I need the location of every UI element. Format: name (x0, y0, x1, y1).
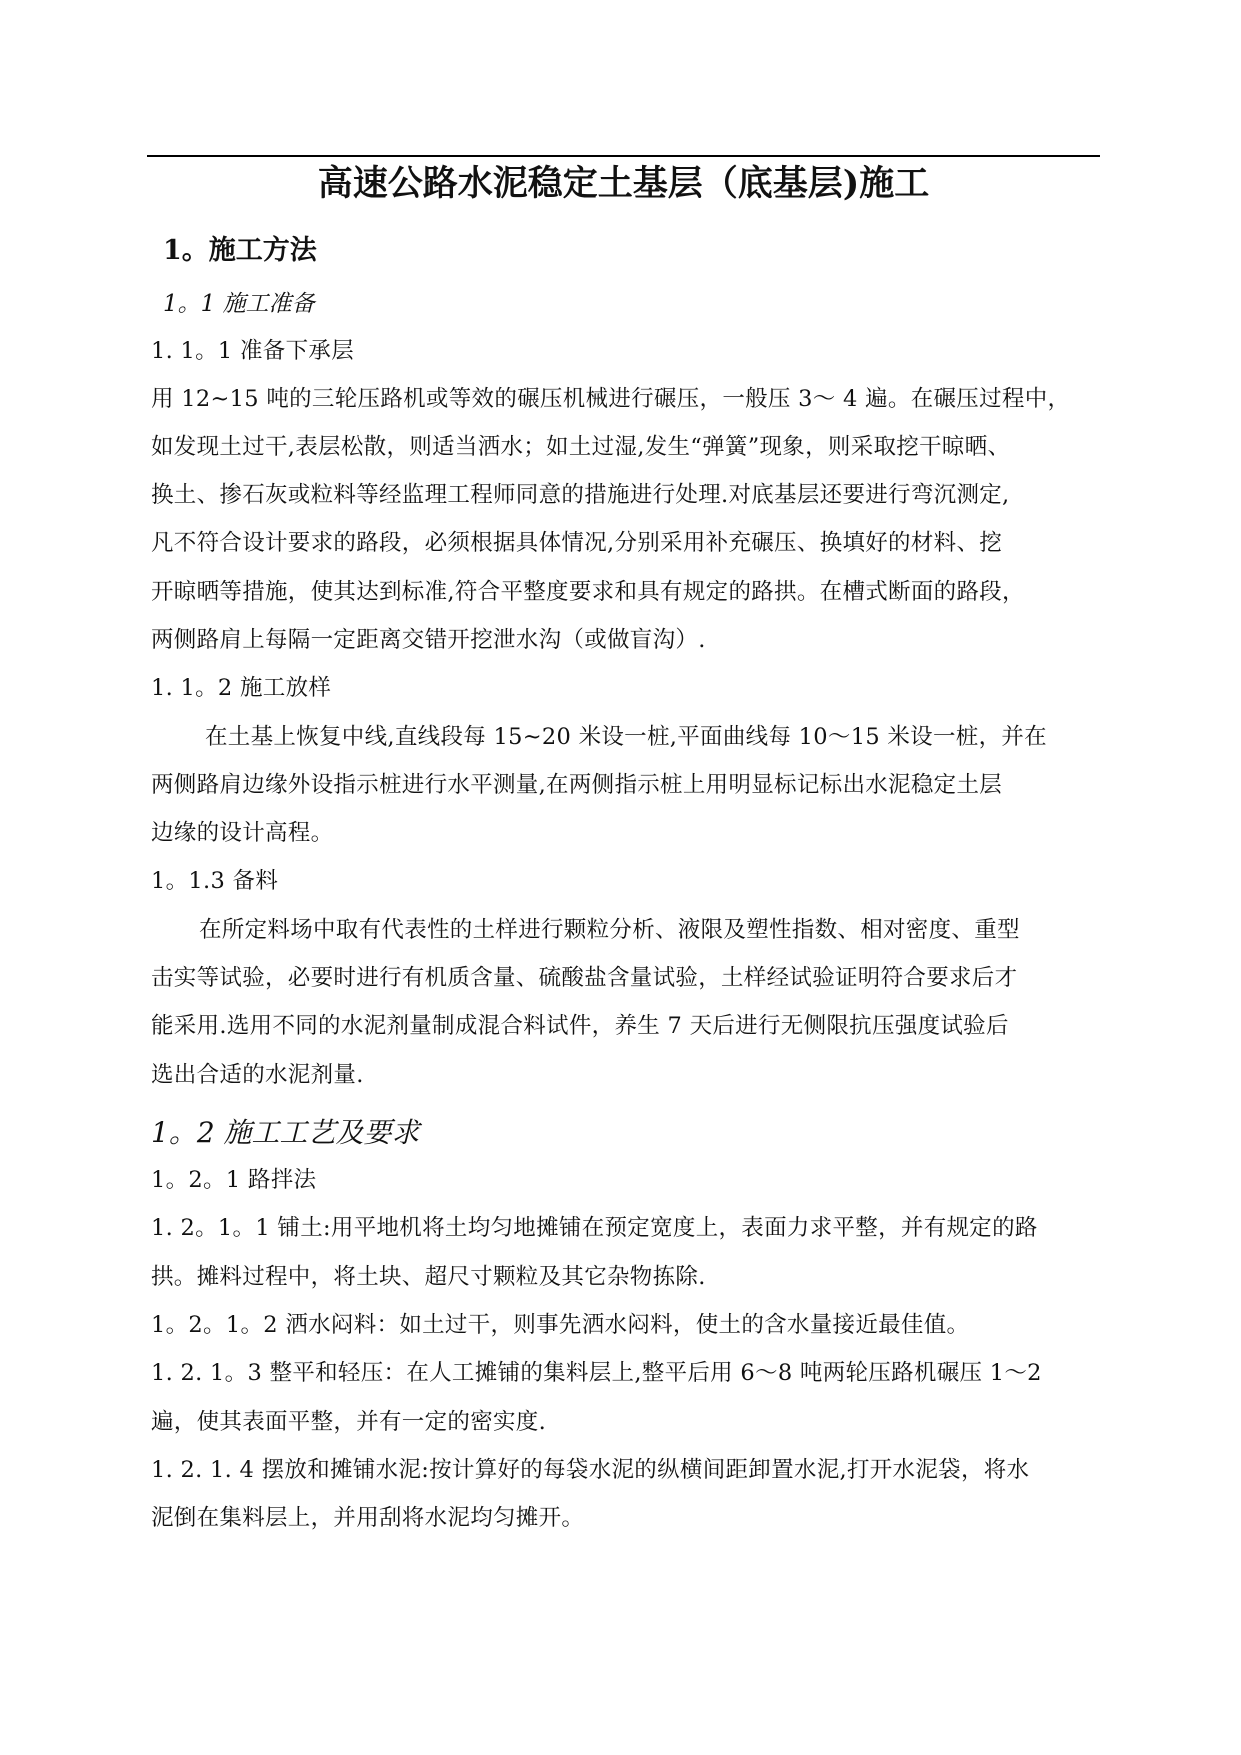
paragraph-line: 在所定料场中取有代表性的土样进行颗粒分析、液限及塑性指数、相对密度、重型 (199, 917, 1020, 943)
step-line: 泥倒在集料层上，并用刮将水泥均匀摊开。 (151, 1505, 585, 1531)
step-line: 1。2。1。2 洒水闷料：如土过干，则事先洒水闷料，使土的含水量接近最佳值。 (151, 1312, 970, 1338)
paragraph-line: 用 12~15 吨的三轮压路机或等效的碾压机械进行碾压，一般压 3～ 4 遍。在碾压过程中， (151, 386, 1071, 412)
paragraph-line: 凡不符合设计要求的路段，必须根据具体情况,分别采用补充碾压、换填好的材料、挖 (151, 530, 1003, 556)
step-line: 1. 2. 1. 4 摆放和摊铺水泥:按计算好的每袋水泥的纵横间距卸置水泥,打开水泥袋，将水 (151, 1457, 1030, 1483)
section-heading-construction-method: 1。施工方法 (163, 235, 317, 266)
paragraph-line: 能采用.选用不同的水泥剂量制成混合料试件，养生 7 天后进行无侧限抗压强度试验后 (151, 1013, 1009, 1039)
item-heading-road-mixing: 1。2。1 路拌法 (151, 1167, 317, 1193)
paragraph-line: 开晾晒等措施，使其达到标准,符合平整度要求和具有规定的路拱。在槽式断面的路段， (151, 579, 1025, 605)
paragraph-line: 击实等试验，必要时进行有机质含量、硫酸盐含量试验，土样经试验证明符合要求后才 (151, 965, 1018, 991)
step-line: 拱。摊料过程中，将土块、超尺寸颗粒及其它杂物拣除. (151, 1264, 706, 1290)
step-line: 1. 2。1。1 铺土:用平地机将土均匀地摊铺在预定宽度上，表面力求平整，并有规定的路 (151, 1215, 1038, 1241)
item-heading-prepare-base: 1. 1。1 准备下承层 (151, 338, 355, 364)
paragraph-line: 两侧路肩上每隔一定距离交错开挖泄水沟（或做盲沟）. (151, 627, 706, 653)
paragraph-line: 边缘的设计高程。 (151, 820, 334, 846)
item-heading-material-prep: 1。1.3 备料 (151, 868, 279, 894)
subsection-heading-preparation: 1。1 施工准备 (163, 291, 315, 317)
header-rule (147, 155, 1100, 157)
item-heading-layout-staking: 1. 1。2 施工放样 (151, 675, 332, 701)
document-title: 高速公路水泥稳定土基层（底基层)施工 (317, 163, 930, 204)
paragraph-line: 选出合适的水泥剂量. (151, 1062, 364, 1088)
paragraph-line: 在土基上恢复中线,直线段每 15~20 米设一桩,平面曲线每 10～15 米设一桩，并在 (205, 724, 1047, 750)
paragraph-line: 换土、掺石灰或粒料等经监理工程师同意的措施进行处理.对底基层还要进行弯沉测定, (151, 482, 1010, 508)
paragraph-line: 如发现土过干,表层松散，则适当洒水；如土过湿,发生“弹簧”现象，则采取挖干晾晒、 (151, 434, 1011, 460)
subsection-heading-process-requirements: 1。2 施工工艺及要求 (151, 1116, 420, 1149)
step-line: 1. 2. 1。3 整平和轻压：在人工摊铺的集料层上,整平后用 6～8 吨两轮压路机碾压 1～2 (151, 1360, 1042, 1386)
step-line: 遍，使其表面平整，并有一定的密实度. (151, 1409, 547, 1435)
paragraph-line: 两侧路肩边缘外设指示桩进行水平测量,在两侧指示桩上用明显标记标出水泥稳定土层 (151, 772, 1003, 798)
